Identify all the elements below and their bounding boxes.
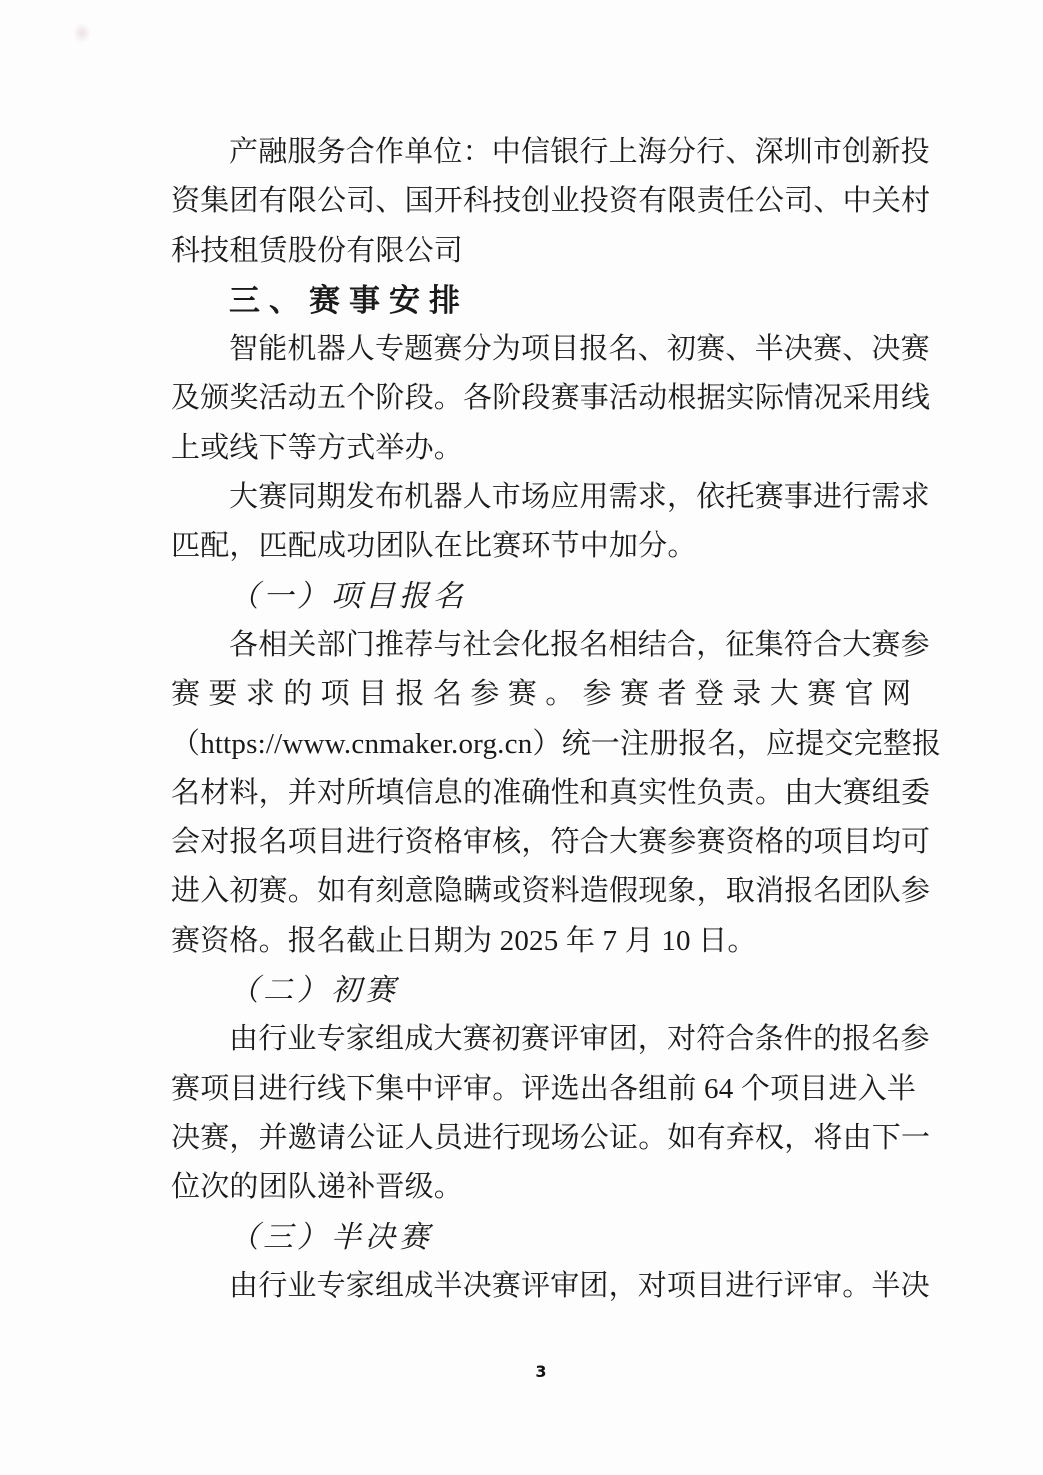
- subsection-2-heading: （二）初赛: [229, 974, 399, 1008]
- scan-smudge: [73, 23, 91, 43]
- registration-paragraph-line: 各相关部门推荐与社会化报名相结合，征集符合大赛参: [229, 628, 930, 661]
- preliminary-paragraph-line: 位次的团队递补晋级。: [171, 1171, 464, 1204]
- demand-paragraph-line: 匹配，匹配成功团队在比赛环节中加分。: [171, 530, 697, 563]
- overview-paragraph-line: 及颁奖活动五个阶段。各阶段赛事活动根据实际情况采用线: [171, 382, 931, 415]
- registration-paragraph-line: 会对报名项目进行资格审核，符合大赛参赛资格的项目均可: [171, 826, 931, 859]
- registration-paragraph-line-url: （https://www.cnmaker.org.cn）统一注册报名，应提交完整报: [171, 727, 942, 760]
- registration-paragraph-line: 赛要求的项目报名参赛。参赛者登录大赛官网: [171, 678, 911, 711]
- page-number: 3: [535, 1362, 547, 1381]
- overview-paragraph-line: 上或线下等方式举办。: [171, 431, 464, 464]
- preliminary-paragraph-line: 决赛，并邀请公证人员进行现场公证。如有弃权，将由下一: [171, 1121, 931, 1154]
- subsection-3-heading: （三）半决赛: [229, 1220, 433, 1254]
- overview-paragraph-line: 智能机器人专题赛分为项目报名、初赛、半决赛、决赛: [229, 333, 930, 366]
- sponsor-paragraph-line: 科技租赁股份有限公司: [171, 234, 464, 267]
- demand-paragraph-line: 大赛同期发布机器人市场应用需求，依托赛事进行需求: [229, 481, 930, 514]
- preliminary-paragraph-line: 赛项目进行线下集中评审。评选出各组前 64 个项目进入半: [171, 1072, 917, 1105]
- semifinal-paragraph-line: 由行业专家组成半决赛评审团，对项目进行评审。半决: [229, 1269, 930, 1302]
- registration-paragraph-line: 名材料，并对所填信息的准确性和真实性负责。由大赛组委: [171, 776, 931, 809]
- registration-paragraph-line: 赛资格。报名截止日期为 2025 年 7 月 10 日。: [171, 924, 757, 957]
- document-body: [171, 128, 942, 1311]
- preliminary-paragraph-line: 由行业专家组成大赛初赛评审团，对符合条件的报名参: [229, 1023, 930, 1056]
- sponsor-paragraph-line: 产融服务合作单位：中信银行上海分行、深圳市创新投: [229, 136, 930, 168]
- sponsor-paragraph-line: 资集团有限公司、国开科技创业投资有限责任公司、中关村: [171, 185, 931, 218]
- subsection-1-heading: （一）项目报名: [229, 579, 467, 613]
- section-3-heading: 三、赛事安排: [229, 282, 469, 318]
- registration-paragraph-line: 进入初赛。如有刻意隐瞒或资料造假现象，取消报名团队参: [171, 875, 931, 908]
